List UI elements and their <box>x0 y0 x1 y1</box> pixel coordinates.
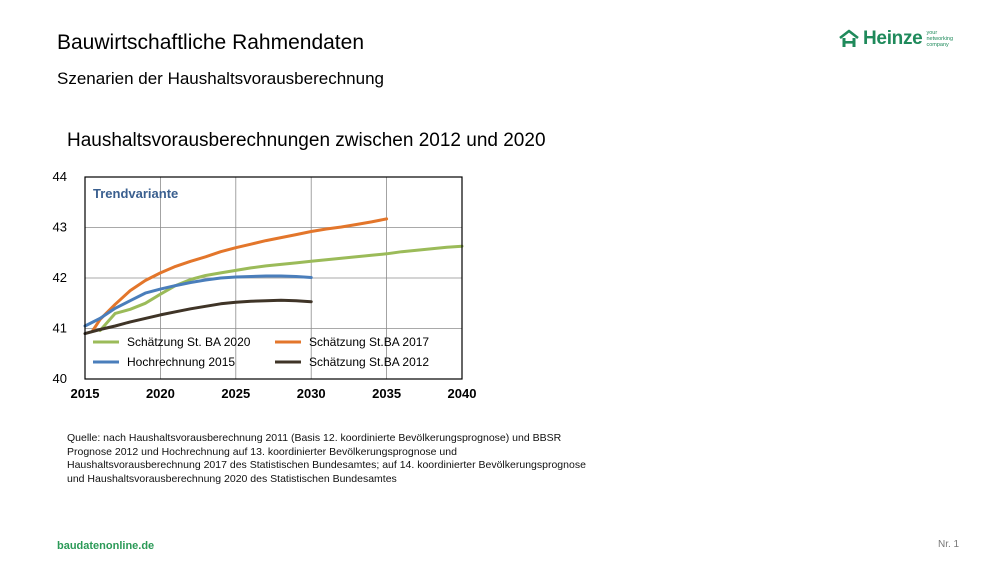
chart-heading: Haushaltsvorausberechnungen zwischen 2012 und 2020 <box>67 130 546 151</box>
logo-wordmark: Heinze <box>863 28 923 49</box>
source-note: Quelle: nach Haushaltsvorausberechnung 2011 (Basis 12. koordinierte Bevölkerungsprognose) und BBSR Prognose 2012 und Hochrechnung auf 13. koordinierter Bevölkerungsprognose und Haushaltsvorausberechnung 2017 des Statistischen Bundesamtes; auf 14. koordinierter Bevölkerungsprognose und Haushaltsvorausberechnung 2020 des Statistischen Bundesamtes <box>67 432 586 485</box>
y-tick-label: 40 <box>52 371 67 386</box>
y-tick-label: 42 <box>52 270 67 285</box>
x-tick-label: 2040 <box>447 386 477 401</box>
legend-label: Schätzung St. BA 2020 <box>127 335 251 349</box>
x-tick-label: 2020 <box>145 386 175 401</box>
x-tick-label: 2035 <box>372 386 402 401</box>
x-tick-label: 2030 <box>296 386 326 401</box>
footer-link[interactable]: baudatenonline.de <box>57 540 155 552</box>
legend-label: Hochrechnung 2015 <box>127 355 236 369</box>
y-tick-label: 43 <box>52 219 67 235</box>
trend-variant-label: Trendvariante <box>93 186 179 201</box>
heinze-logo[interactable] <box>838 28 966 50</box>
legend-label: Schätzung St.BA 2017 <box>309 335 430 349</box>
legend-label: Schätzung St.BA 2012 <box>309 355 430 369</box>
series-line-2 <box>93 219 387 331</box>
household-projection-chart <box>40 165 480 410</box>
x-tick-label: 2015 <box>70 386 100 401</box>
chart-series <box>85 219 462 334</box>
page-number: Nr. 1 <box>938 539 960 550</box>
slide-subtitle: Szenarien der Haushaltsvorausberechnung <box>57 69 384 88</box>
logo-tagline: your networking company <box>926 30 954 48</box>
house-icon <box>838 29 860 49</box>
x-tick-label: 2025 <box>221 386 251 401</box>
y-tick-label: 41 <box>52 320 67 336</box>
series-line-1 <box>100 246 462 330</box>
y-tick-label: 44 <box>52 169 67 184</box>
chart-legend <box>93 335 429 369</box>
slide-title: Bauwirtschaftliche Rahmendaten <box>57 31 365 54</box>
